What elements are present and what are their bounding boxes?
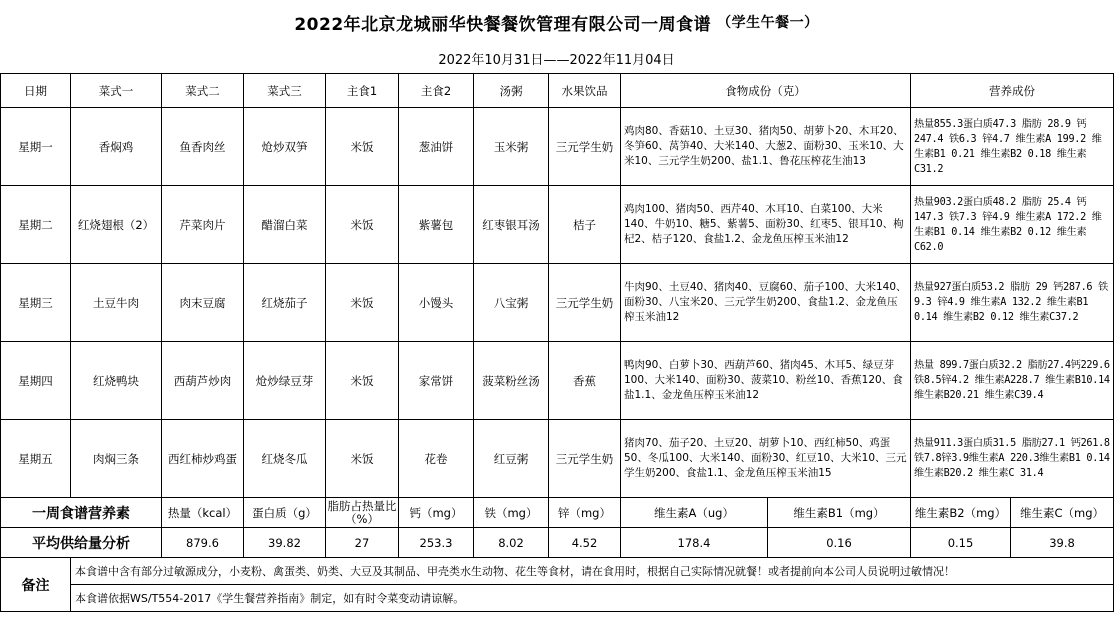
nutrient-heading: 维生素B2（mg）	[911, 498, 1011, 528]
dish1-cell: 土豆牛肉	[71, 264, 162, 342]
header-soup: 汤粥	[474, 74, 549, 108]
soup-cell: 八宝粥	[474, 264, 549, 342]
day-label: 星期四	[1, 342, 71, 420]
staple2-cell: 葱油饼	[399, 108, 474, 186]
summary-label-bottom: 平均供给量分析	[1, 528, 162, 558]
header-fruit: 水果饮品	[549, 74, 621, 108]
remarks-row	[1, 558, 1114, 585]
staple2-cell: 小馒头	[399, 264, 474, 342]
header-staple1: 主食1	[326, 74, 399, 108]
page-title	[0, 0, 1113, 44]
header-nutrition: 营养成份	[911, 74, 1114, 108]
nutrient-heading: 铁（mg）	[474, 498, 549, 528]
soup-cell: 菠菜粉丝汤	[474, 342, 549, 420]
soup-cell: 玉米粥	[474, 108, 549, 186]
staple2-cell: 家常饼	[399, 342, 474, 420]
dish3-cell: 红烧茄子	[244, 264, 326, 342]
soup-cell: 红豆粥	[474, 420, 549, 498]
nutrient-heading: 锌（mg）	[549, 498, 621, 528]
nutrient-heading: 钙（mg）	[399, 498, 474, 528]
day-label: 星期三	[1, 264, 71, 342]
summary-label-top: 一周食谱营养素	[1, 498, 162, 528]
dish2-cell: 肉末豆腐	[162, 264, 244, 342]
dish1-cell: 香焖鸡	[71, 108, 162, 186]
header-row	[1, 74, 1114, 108]
ingredients-cell: 牛肉90、土豆40、猪肉40、豆腐60、茄子100、大米140、面粉30、八宝米20、三元学生奶200、食盐1.2、金龙鱼压榨玉米油12	[621, 264, 911, 342]
dish2-cell: 芹菜肉片	[162, 186, 244, 264]
staple1-cell: 米饭	[326, 108, 399, 186]
day-row	[1, 342, 1114, 420]
day-label: 星期五	[1, 420, 71, 498]
dish2-cell: 鱼香肉丝	[162, 108, 244, 186]
summary-value-row	[1, 528, 1114, 558]
remarks-standard: 本食谱依据WS/T554-2017《学生餐营养指南》制定，如有时令菜变动请谅解。	[71, 585, 1114, 612]
soup-cell: 红枣银耳汤	[474, 186, 549, 264]
title-subtitle: （学生午餐一）	[717, 15, 819, 31]
header-staple2: 主食2	[399, 74, 474, 108]
header-dish2: 菜式二	[162, 74, 244, 108]
nutrition-cell: 热量 899.7蛋白质32.2 脂肪27.4钙229.6铁8.5锌4.2 维生素A228.7 维生素B10.14 维生素B20.21 维生素C39.4	[911, 342, 1114, 420]
nutrient-heading: 热量（kcal）	[162, 498, 244, 528]
nutrient-value: 39.8	[1011, 528, 1114, 558]
nutrient-heading: 维生素C（mg）	[1011, 498, 1114, 528]
fruit-cell: 三元学生奶	[549, 108, 621, 186]
weekly-menu-table	[0, 73, 1114, 612]
staple1-cell: 米饭	[326, 186, 399, 264]
nutrient-value: 4.52	[549, 528, 621, 558]
day-row	[1, 186, 1114, 264]
staple2-cell: 紫薯包	[399, 186, 474, 264]
ingredients-cell: 鸡肉100、猪肉50、西芹40、木耳10、白菜100、大米140、牛奶10、糖5、紫薯5、面粉30、红枣5、银耳10、枸杞2、桔子120、食盐1.2、金龙鱼压榨玉米油12	[621, 186, 911, 264]
date-range: 2022年10月31日——2022年11月04日	[438, 52, 675, 68]
day-row	[1, 264, 1114, 342]
nutrient-value: 8.02	[474, 528, 549, 558]
header-ingredients: 食物成份（克）	[621, 74, 911, 108]
staple1-cell: 米饭	[326, 420, 399, 498]
dish1-cell: 红烧翅根（2）	[71, 186, 162, 264]
summary-header-row	[1, 498, 1114, 528]
header-dish1: 菜式一	[71, 74, 162, 108]
remarks-allergen: 本食谱中含有部分过敏源成分，小麦粉、禽蛋类、奶类、大豆及其制品、甲壳类水生动物、花生等食材，请在食用时，根据自己实际情况就餐！或者提前向本公司人员说明过敏情况！	[71, 558, 1114, 585]
day-label: 星期一	[1, 108, 71, 186]
nutrient-value: 0.16	[768, 528, 911, 558]
fruit-cell: 香蕉	[549, 342, 621, 420]
ingredients-cell: 鸡肉80、香菇10、土豆30、猪肉50、胡萝卜20、木耳20、冬笋60、莴笋40、大米140、大葱2、面粉30、玉米10、大米10、三元学生奶200、盐1.1、鲁花压榨花生油13	[621, 108, 911, 186]
remarks-label: 备注	[1, 558, 71, 612]
nutrient-value: 0.15	[911, 528, 1011, 558]
nutrition-cell: 热量903.2蛋白质48.2 脂肪 25.4 钙147.3 铁7.3 锌4.9 维生素A 172.2 维生素B1 0.14 维生素B2 0.12 维生素C62.0	[911, 186, 1114, 264]
dish1-cell: 肉焖三条	[71, 420, 162, 498]
day-label: 星期二	[1, 186, 71, 264]
nutrient-value: 39.82	[244, 528, 326, 558]
nutrient-value: 879.6	[162, 528, 244, 558]
dish3-cell: 炝炒绿豆芽	[244, 342, 326, 420]
nutrition-cell: 热量911.3蛋白质31.5 脂肪27.1 钙261.8铁7.8锌3.9维生素A 220.3维生素B1 0.14维生素B20.2 维生素C 31.4	[911, 420, 1114, 498]
ingredients-cell: 鸭肉90、白萝卜30、西葫芦60、猪肉45、木耳5、绿豆芽100、大米140、面粉30、菠菜10、粉丝10、香蕉120、食盐1.1、金龙鱼压榨玉米油12	[621, 342, 911, 420]
fruit-cell: 三元学生奶	[549, 264, 621, 342]
nutrient-value: 27	[326, 528, 399, 558]
day-row	[1, 420, 1114, 498]
dish3-cell: 炝炒双笋	[244, 108, 326, 186]
nutrition-cell: 热量855.3蛋白质47.3 脂肪 28.9 钙247.4 铁6.3 锌4.7 维生素A 199.2 维生素B1 0.21 维生素B2 0.18 维生素C31.2	[911, 108, 1114, 186]
ingredients-cell: 猪肉70、茄子20、土豆20、胡萝卜10、西红柿50、鸡蛋50、冬瓜100、大米140、面粉30、红豆10、大米10、三元学生奶200、食盐1.1、金龙鱼压榨玉米油15	[621, 420, 911, 498]
nutrient-heading: 脂肪占热量比（%）	[327, 498, 397, 526]
staple1-cell: 米饭	[326, 342, 399, 420]
dish3-cell: 醋溜白菜	[244, 186, 326, 264]
nutrient-value: 253.3	[399, 528, 474, 558]
dish3-cell: 红烧冬瓜	[244, 420, 326, 498]
remarks-row	[1, 585, 1114, 612]
dish2-cell: 西葫芦炒肉	[162, 342, 244, 420]
nutrient-heading: 蛋白质（g）	[244, 498, 326, 528]
staple1-cell: 米饭	[326, 264, 399, 342]
header-date: 日期	[1, 74, 71, 108]
title-text: 2022年北京龙城丽华快餐餐饮管理有限公司一周食谱	[294, 14, 712, 35]
nutrition-cell: 热量927蛋白质53.2 脂肪 29 钙287.6 铁9.3 锌4.9 维生素A 132.2 维生素B1 0.14 维生素B2 0.12 维生素C37.2	[911, 264, 1114, 342]
staple2-cell: 花卷	[399, 420, 474, 498]
fruit-cell: 三元学生奶	[549, 420, 621, 498]
nutrient-heading: 维生素B1（mg）	[768, 498, 911, 528]
header-dish3: 菜式三	[244, 74, 326, 108]
nutrient-heading: 维生素A（ug）	[621, 498, 768, 528]
dish1-cell: 红烧鸭块	[71, 342, 162, 420]
dish2-cell: 西红柿炒鸡蛋	[162, 420, 244, 498]
nutrient-value: 178.4	[621, 528, 768, 558]
fruit-cell: 桔子	[549, 186, 621, 264]
day-row	[1, 108, 1114, 186]
